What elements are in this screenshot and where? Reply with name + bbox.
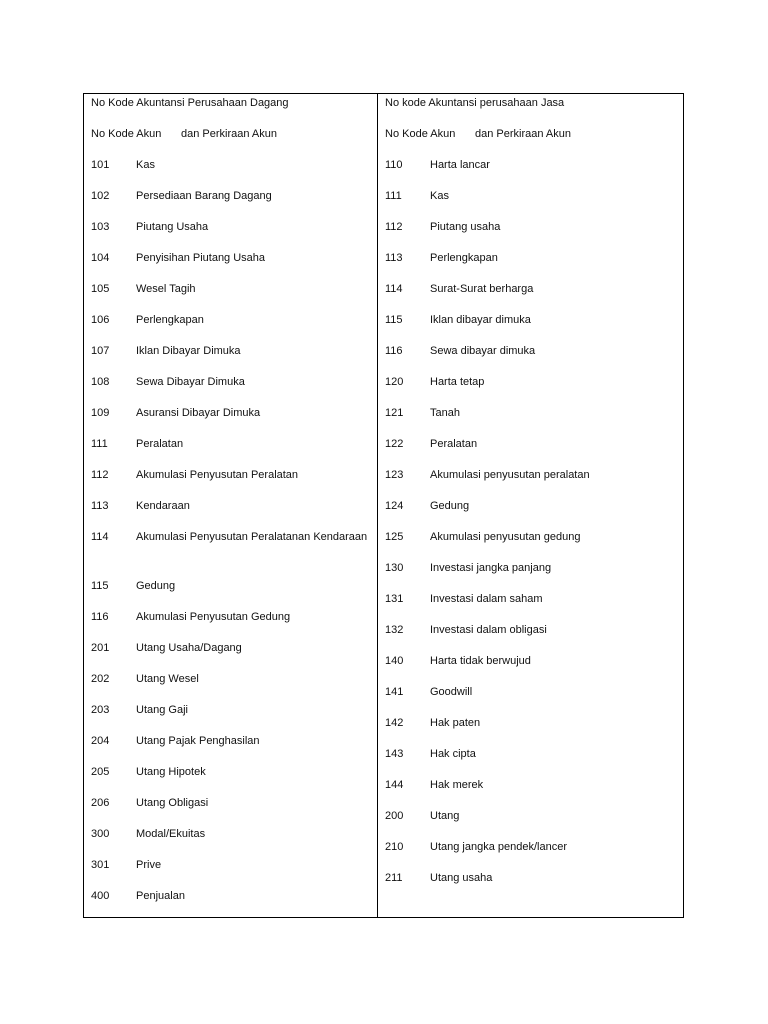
service-company-column — [378, 94, 683, 917]
header-name: dan Perkiraan Akun — [181, 128, 278, 140]
header-name: dan Perkiraan Akun — [475, 128, 572, 140]
account-row — [91, 734, 377, 765]
account-row — [91, 703, 377, 734]
account-row — [385, 592, 683, 623]
account-code: 125 — [385, 531, 404, 543]
account-code: 140 — [385, 655, 404, 667]
account-code: 301 — [91, 859, 110, 871]
account-name: Hak cipta — [430, 748, 476, 760]
account-row — [91, 796, 377, 827]
account-name: Modal/Ekuitas — [136, 828, 206, 840]
account-row — [385, 654, 683, 685]
account-name: Asuransi Dibayar Dimuka — [136, 407, 261, 419]
account-code: 115 — [91, 580, 109, 592]
account-row — [91, 672, 377, 703]
account-name: Investasi jangka panjang — [430, 562, 552, 574]
account-code: 211 — [385, 872, 403, 884]
account-code: 131 — [385, 593, 404, 605]
account-row — [91, 530, 377, 579]
account-name: Penyisihan Piutang Usaha — [136, 252, 266, 264]
account-code: 113 — [91, 500, 109, 512]
account-list — [91, 158, 377, 920]
account-name: Utang Obligasi — [136, 797, 209, 809]
account-name: Piutang usaha — [430, 221, 501, 233]
account-code: 114 — [91, 531, 109, 543]
account-code: 114 — [385, 283, 403, 295]
account-code: 106 — [91, 314, 110, 326]
account-name: Utang — [430, 810, 460, 822]
account-row — [91, 220, 377, 251]
account-code: 109 — [91, 407, 110, 419]
account-name: Gedung — [136, 580, 176, 592]
account-row — [91, 889, 377, 920]
column-title: No kode Akuntansi perusahaan Jasa — [385, 97, 565, 109]
account-name: Iklan dibayar dimuka — [430, 314, 531, 326]
account-code: 202 — [91, 673, 110, 685]
account-code: 101 — [91, 159, 110, 171]
account-name: Harta tidak berwujud — [430, 655, 531, 667]
account-name: Utang Pajak Penghasilan — [136, 735, 260, 747]
account-name: Kas — [136, 159, 155, 171]
account-row — [385, 809, 683, 840]
account-row — [385, 344, 683, 375]
account-row — [385, 282, 683, 313]
account-name: Kas — [430, 190, 449, 202]
account-name: Wesel Tagih — [136, 283, 196, 295]
account-code: 103 — [91, 221, 110, 233]
account-row — [91, 313, 377, 344]
header-code: No Kode Akun — [385, 128, 456, 140]
account-name: Piutang Usaha — [136, 221, 209, 233]
account-row — [91, 579, 377, 610]
account-code: 116 — [385, 345, 403, 357]
account-code: 400 — [91, 890, 110, 902]
account-name: Utang Wesel — [136, 673, 199, 685]
account-name: Tanah — [430, 407, 460, 419]
account-row — [91, 610, 377, 641]
account-row — [91, 827, 377, 858]
account-code: 102 — [91, 190, 110, 202]
column-header — [385, 127, 683, 158]
account-name: Hak paten — [430, 717, 481, 729]
account-code: 204 — [91, 735, 110, 747]
account-name: Utang jangka pendek/lancer — [430, 841, 567, 853]
account-row — [91, 406, 377, 437]
account-code: 116 — [91, 611, 109, 623]
account-row — [385, 747, 683, 778]
account-row — [385, 561, 683, 592]
account-code: 120 — [385, 376, 404, 388]
account-code: 111 — [91, 438, 108, 450]
account-row — [385, 220, 683, 251]
account-code: 104 — [91, 252, 110, 264]
account-row — [385, 313, 683, 344]
account-name: Iklan Dibayar Dimuka — [136, 345, 241, 357]
account-row — [385, 685, 683, 716]
account-name: Prive — [136, 859, 162, 871]
account-code: 201 — [91, 642, 110, 654]
account-code-table — [83, 93, 684, 918]
account-code: 107 — [91, 345, 110, 357]
account-code: 121 — [385, 407, 404, 419]
account-name: Kendaraan — [136, 500, 190, 512]
account-code: 130 — [385, 562, 404, 574]
account-name: Hak merek — [430, 779, 484, 791]
account-name: Persediaan Barang Dagang — [136, 190, 272, 202]
account-code: 112 — [91, 469, 109, 481]
account-code: 210 — [385, 841, 404, 853]
account-name: Investasi dalam obligasi — [430, 624, 547, 636]
account-name: Sewa Dibayar Dimuka — [136, 376, 245, 388]
account-code: 203 — [91, 704, 110, 716]
account-row — [385, 158, 683, 189]
account-row — [385, 468, 683, 499]
account-row — [91, 641, 377, 672]
account-code: 112 — [385, 221, 403, 233]
account-row — [385, 437, 683, 468]
account-row — [91, 375, 377, 406]
account-name: Surat-Surat berharga — [430, 283, 534, 295]
account-row — [91, 158, 377, 189]
header-code: No Kode Akun — [91, 128, 162, 140]
account-code: 108 — [91, 376, 110, 388]
account-code: 115 — [385, 314, 403, 326]
account-name: Investasi dalam saham — [430, 593, 543, 605]
account-row — [91, 468, 377, 499]
account-name: Goodwill — [430, 686, 473, 698]
account-code: 205 — [91, 766, 110, 778]
account-name: Utang Usaha/Dagang — [136, 642, 242, 654]
account-code: 113 — [385, 252, 403, 264]
account-code: 132 — [385, 624, 404, 636]
account-name: Akumulasi Penyusutan Peralatanan Kendaraan — [136, 531, 368, 543]
account-name: Akumulasi Penyusutan Gedung — [136, 611, 291, 623]
account-name: Harta lancar — [430, 159, 490, 171]
account-name: Akumulasi Penyusutan Peralatan — [136, 469, 299, 481]
account-name: Gedung — [430, 500, 470, 512]
account-name: Perlengkapan — [430, 252, 498, 264]
account-row — [385, 778, 683, 809]
account-row — [385, 530, 683, 561]
account-row — [91, 858, 377, 889]
account-code: 206 — [91, 797, 110, 809]
account-row — [91, 251, 377, 282]
account-name: Peralatan — [430, 438, 478, 450]
account-row — [91, 189, 377, 220]
account-row — [385, 840, 683, 871]
account-code: 110 — [385, 159, 403, 171]
account-name: Harta tetap — [430, 376, 485, 388]
account-name: Perlengkapan — [136, 314, 204, 326]
account-row — [91, 344, 377, 375]
account-row — [91, 765, 377, 796]
account-row — [385, 375, 683, 406]
account-name: Utang Gaji — [136, 704, 188, 716]
account-code: 124 — [385, 500, 404, 512]
account-code: 300 — [91, 828, 110, 840]
account-code: 200 — [385, 810, 404, 822]
account-row — [385, 623, 683, 654]
account-name: Akumulasi penyusutan peralatan — [430, 469, 590, 481]
account-code: 143 — [385, 748, 404, 760]
account-code: 122 — [385, 438, 404, 450]
account-row — [385, 871, 683, 902]
account-row — [385, 251, 683, 282]
account-code: 105 — [91, 283, 110, 295]
account-name: Akumulasi penyusutan gedung — [430, 531, 581, 543]
account-code: 111 — [385, 190, 402, 202]
account-name: Penjualan — [136, 890, 185, 902]
trading-company-column — [84, 94, 378, 917]
account-name: Sewa dibayar dimuka — [430, 345, 536, 357]
account-row — [385, 499, 683, 530]
account-code: 144 — [385, 779, 404, 791]
account-row — [385, 189, 683, 220]
column-header — [91, 127, 377, 158]
account-code: 142 — [385, 717, 404, 729]
account-code: 141 — [385, 686, 404, 698]
account-row — [91, 437, 377, 468]
account-code: 123 — [385, 469, 404, 481]
account-name: Utang Hipotek — [136, 766, 206, 778]
account-name: Utang usaha — [430, 872, 493, 884]
account-row — [385, 406, 683, 437]
account-row — [385, 716, 683, 747]
account-row — [91, 499, 377, 530]
account-row — [91, 282, 377, 313]
account-name: Peralatan — [136, 438, 184, 450]
column-title: No Kode Akuntansi Perusahaan Dagang — [91, 97, 289, 109]
account-list — [385, 158, 683, 902]
